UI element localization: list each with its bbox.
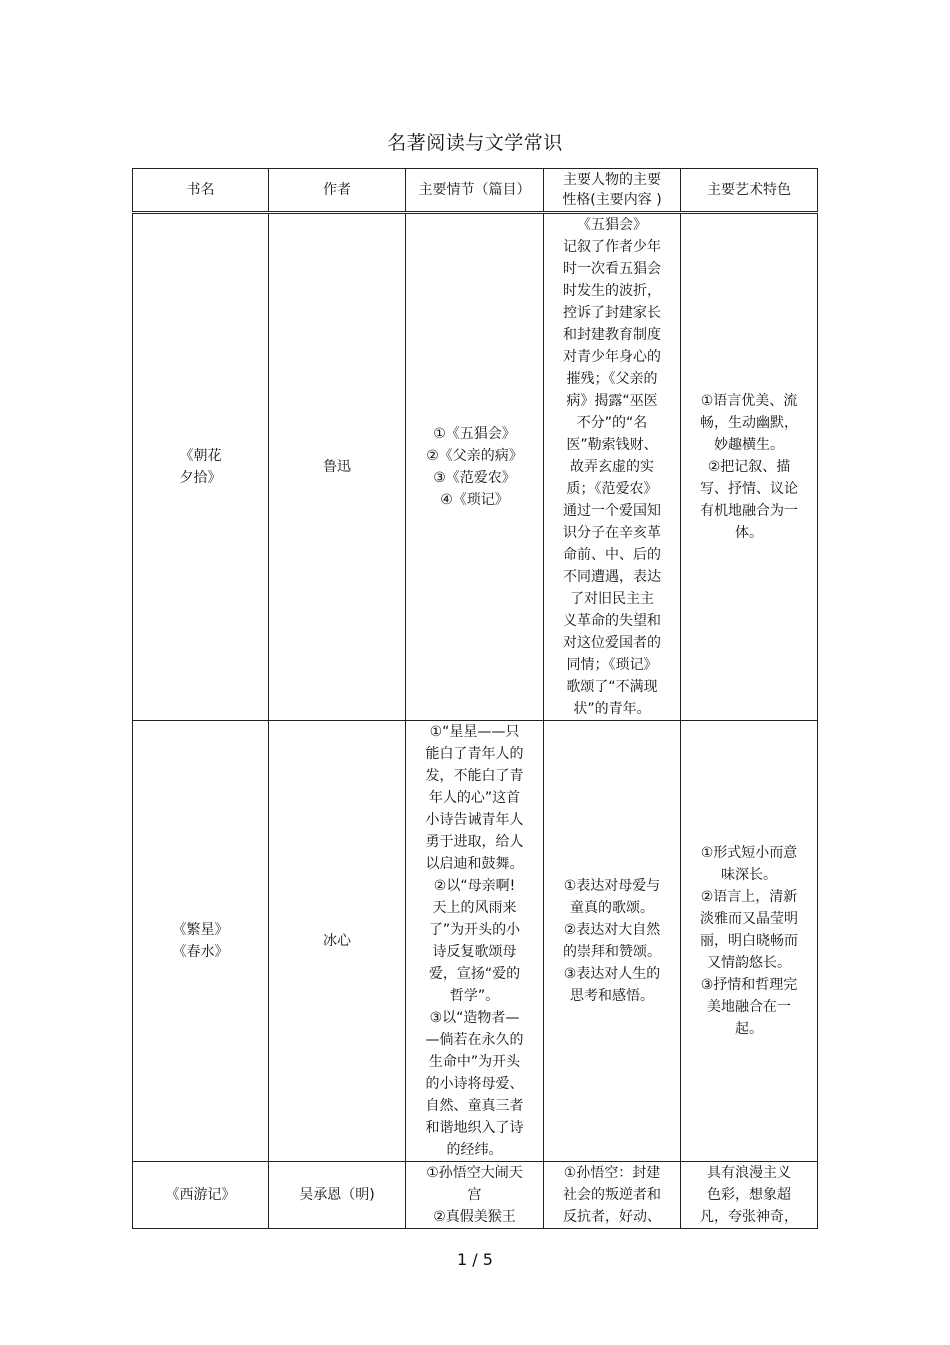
cell-line: 味深长。 <box>721 867 777 883</box>
cell-line: 命前、中、后的 <box>563 547 661 563</box>
cell-line: 宫 <box>467 1187 482 1203</box>
cell-line: 起。 <box>735 1021 763 1037</box>
page-title: 名著阅读与文学常识 <box>387 132 563 154</box>
cell-line: 主要人物的主要 <box>563 172 661 188</box>
art-cell <box>681 213 818 721</box>
literature-table <box>132 168 818 1229</box>
cell-line: ①语言优美、流 <box>700 393 798 409</box>
cell-line: 作者 <box>323 182 351 198</box>
cell-line: 质；《范爱农》 <box>566 481 658 497</box>
cell-line: ①“星星——只 <box>429 724 520 740</box>
cell-line: 主要艺术特色 <box>707 182 791 198</box>
header-author <box>269 169 406 213</box>
cell-line: ③抒情和哲理完 <box>700 977 798 993</box>
cell-line: ②真假美猴王 <box>433 1209 516 1225</box>
cell-line: 思考和感悟。 <box>570 988 654 1004</box>
header-plot <box>406 169 544 213</box>
cell-line: —倘若在永久的 <box>425 1032 524 1048</box>
table-row <box>133 213 818 721</box>
cell-line: 的崇拜和赞颂。 <box>563 944 661 960</box>
table-header-row <box>133 169 818 213</box>
cell-line: ②表达对大自然 <box>563 922 661 938</box>
cell-line: 时发生的波折， <box>563 283 661 299</box>
header-character <box>544 169 681 213</box>
cell-line: 识分子在辛亥革 <box>563 525 661 541</box>
cell-line: 爱，宣扬“爱的 <box>428 966 521 982</box>
cell-line: 凡，夸张神奇， <box>700 1209 798 1225</box>
cell-line: 夕拾》 <box>179 470 222 486</box>
cell-line: ①孙悟空大闹天 <box>426 1165 523 1181</box>
cell-line: 哲学”。 <box>449 988 500 1004</box>
cell-line: 和谐地织入了诗 <box>425 1120 524 1136</box>
plot-cell <box>406 721 544 1162</box>
cell-line: 不同遭遇，表达 <box>563 569 661 585</box>
author-cell <box>269 721 406 1162</box>
book-cell <box>133 721 269 1162</box>
cell-line: 控诉了封建家长 <box>563 305 661 321</box>
cell-line: ①孙悟空：封建 <box>563 1165 661 1181</box>
cell-line: 对青少年身心的 <box>563 349 661 365</box>
cell-line: 《春水》 <box>172 944 229 960</box>
cell-line: 义革命的失望和 <box>563 613 661 629</box>
cell-line: 同情；《琐记》 <box>566 657 658 673</box>
cell-line: 具有浪漫主义 <box>707 1165 791 1181</box>
cell-line: 年人的心”这首 <box>428 790 521 806</box>
cell-line: 故弄玄虚的实 <box>570 459 654 475</box>
cell-line: 自然、童真三者 <box>425 1098 524 1114</box>
cell-line: 通过一个爱国知 <box>563 503 661 519</box>
cell-line: 以启迪和鼓舞。 <box>425 856 524 872</box>
cell-line: 生命中”为开头 <box>428 1054 521 1070</box>
art-cell <box>681 1162 818 1229</box>
cell-line: 能白了青年人的 <box>425 746 524 762</box>
cell-line: ②《父亲的病》 <box>426 448 523 464</box>
cell-line: 反抗者，好动、 <box>563 1209 661 1225</box>
page-indicator: 1 / 5 <box>457 1250 493 1269</box>
cell-line: 冰心 <box>323 933 351 949</box>
cell-line: 歌颂了“不满现 <box>566 679 658 695</box>
cell-line: 美地融合在一 <box>707 999 791 1015</box>
cell-line: 医”勒索钱财、 <box>566 437 658 453</box>
cell-line: 勇于进取，给人 <box>425 834 524 850</box>
cell-line: 摧残；《父亲的 <box>566 371 658 387</box>
cell-line: 天上的风雨来 <box>432 900 517 916</box>
cell-line: ②把记叙、描 <box>707 459 791 475</box>
cell-line: ③《范爱农》 <box>433 470 516 486</box>
header-book <box>133 169 269 213</box>
cell-line: 了”为开头的小 <box>428 922 521 938</box>
character-cell <box>544 1162 681 1229</box>
cell-line: ④《琐记》 <box>440 492 509 508</box>
cell-line: 小诗告诫青年人 <box>425 812 524 828</box>
book-cell <box>133 213 269 721</box>
plot-cell <box>406 213 544 721</box>
cell-line: 妙趣横生。 <box>714 437 784 453</box>
cell-line: 有机地融合为一 <box>700 503 798 519</box>
cell-line: 丽，明白晓畅而 <box>700 933 798 949</box>
cell-line: 写、抒情、议论 <box>700 481 798 497</box>
character-cell <box>544 721 681 1162</box>
cell-line: 童真的歌颂。 <box>570 900 654 916</box>
cell-line: 又情韵悠长。 <box>707 955 791 971</box>
book-cell <box>133 1162 269 1229</box>
cell-line: 社会的叛逆者和 <box>563 1187 661 1203</box>
cell-line: ②以“母亲啊! <box>433 878 516 894</box>
art-cell <box>681 721 818 1162</box>
cell-line: 色彩，想象超 <box>707 1187 791 1203</box>
cell-line: 的小诗将母爱、 <box>425 1076 524 1092</box>
cell-line: 《五猖会》 <box>577 217 647 233</box>
cell-line: 的经纬。 <box>446 1142 503 1158</box>
cell-line: 状”的青年。 <box>573 701 651 717</box>
cell-line: 时一次看五猖会 <box>563 261 661 277</box>
cell-line: 吴承恩（明) <box>299 1187 375 1203</box>
cell-line: 发，不能白了青 <box>425 768 524 784</box>
author-cell <box>269 213 406 721</box>
cell-line: ③以“造物者— <box>429 1010 520 1026</box>
character-cell <box>544 213 681 721</box>
cell-line: ③表达对人生的 <box>563 966 661 982</box>
cell-line: ①形式短小而意 <box>700 845 798 861</box>
cell-line: 体。 <box>735 525 763 541</box>
cell-line: 《繁星》 <box>172 922 229 938</box>
cell-line: 和封建教育制度 <box>563 327 661 343</box>
cell-line: 记叙了作者少年 <box>563 239 661 255</box>
cell-line: 书名 <box>186 182 215 198</box>
table-row <box>133 1162 818 1229</box>
cell-line: 鲁迅 <box>323 459 351 475</box>
header-art <box>681 169 818 213</box>
cell-line: ①表达对母爱与 <box>563 878 661 894</box>
cell-line: 《西游记》 <box>165 1187 236 1203</box>
cell-line: 对这位爱国者的 <box>563 635 661 651</box>
cell-line: ①《五猖会》 <box>433 426 516 442</box>
cell-line: 《朝花 <box>179 448 222 464</box>
cell-line: 诗反复歌颂母 <box>432 944 517 960</box>
cell-line: 病》揭露“巫医 <box>566 393 658 409</box>
cell-line: 主要情节（篇目） <box>418 182 531 198</box>
cell-line: ②语言上，清新 <box>700 889 798 905</box>
cell-line: 性格(主要内容 ) <box>562 192 662 208</box>
plot-cell <box>406 1162 544 1229</box>
cell-line: 畅，生动幽默， <box>700 415 798 431</box>
cell-line: 了对旧民主主 <box>570 591 654 607</box>
author-cell <box>269 1162 406 1229</box>
cell-line: 淡雅而又晶莹明 <box>700 911 798 927</box>
cell-line: 不分”的“名 <box>576 415 648 431</box>
table-row <box>133 721 818 1162</box>
